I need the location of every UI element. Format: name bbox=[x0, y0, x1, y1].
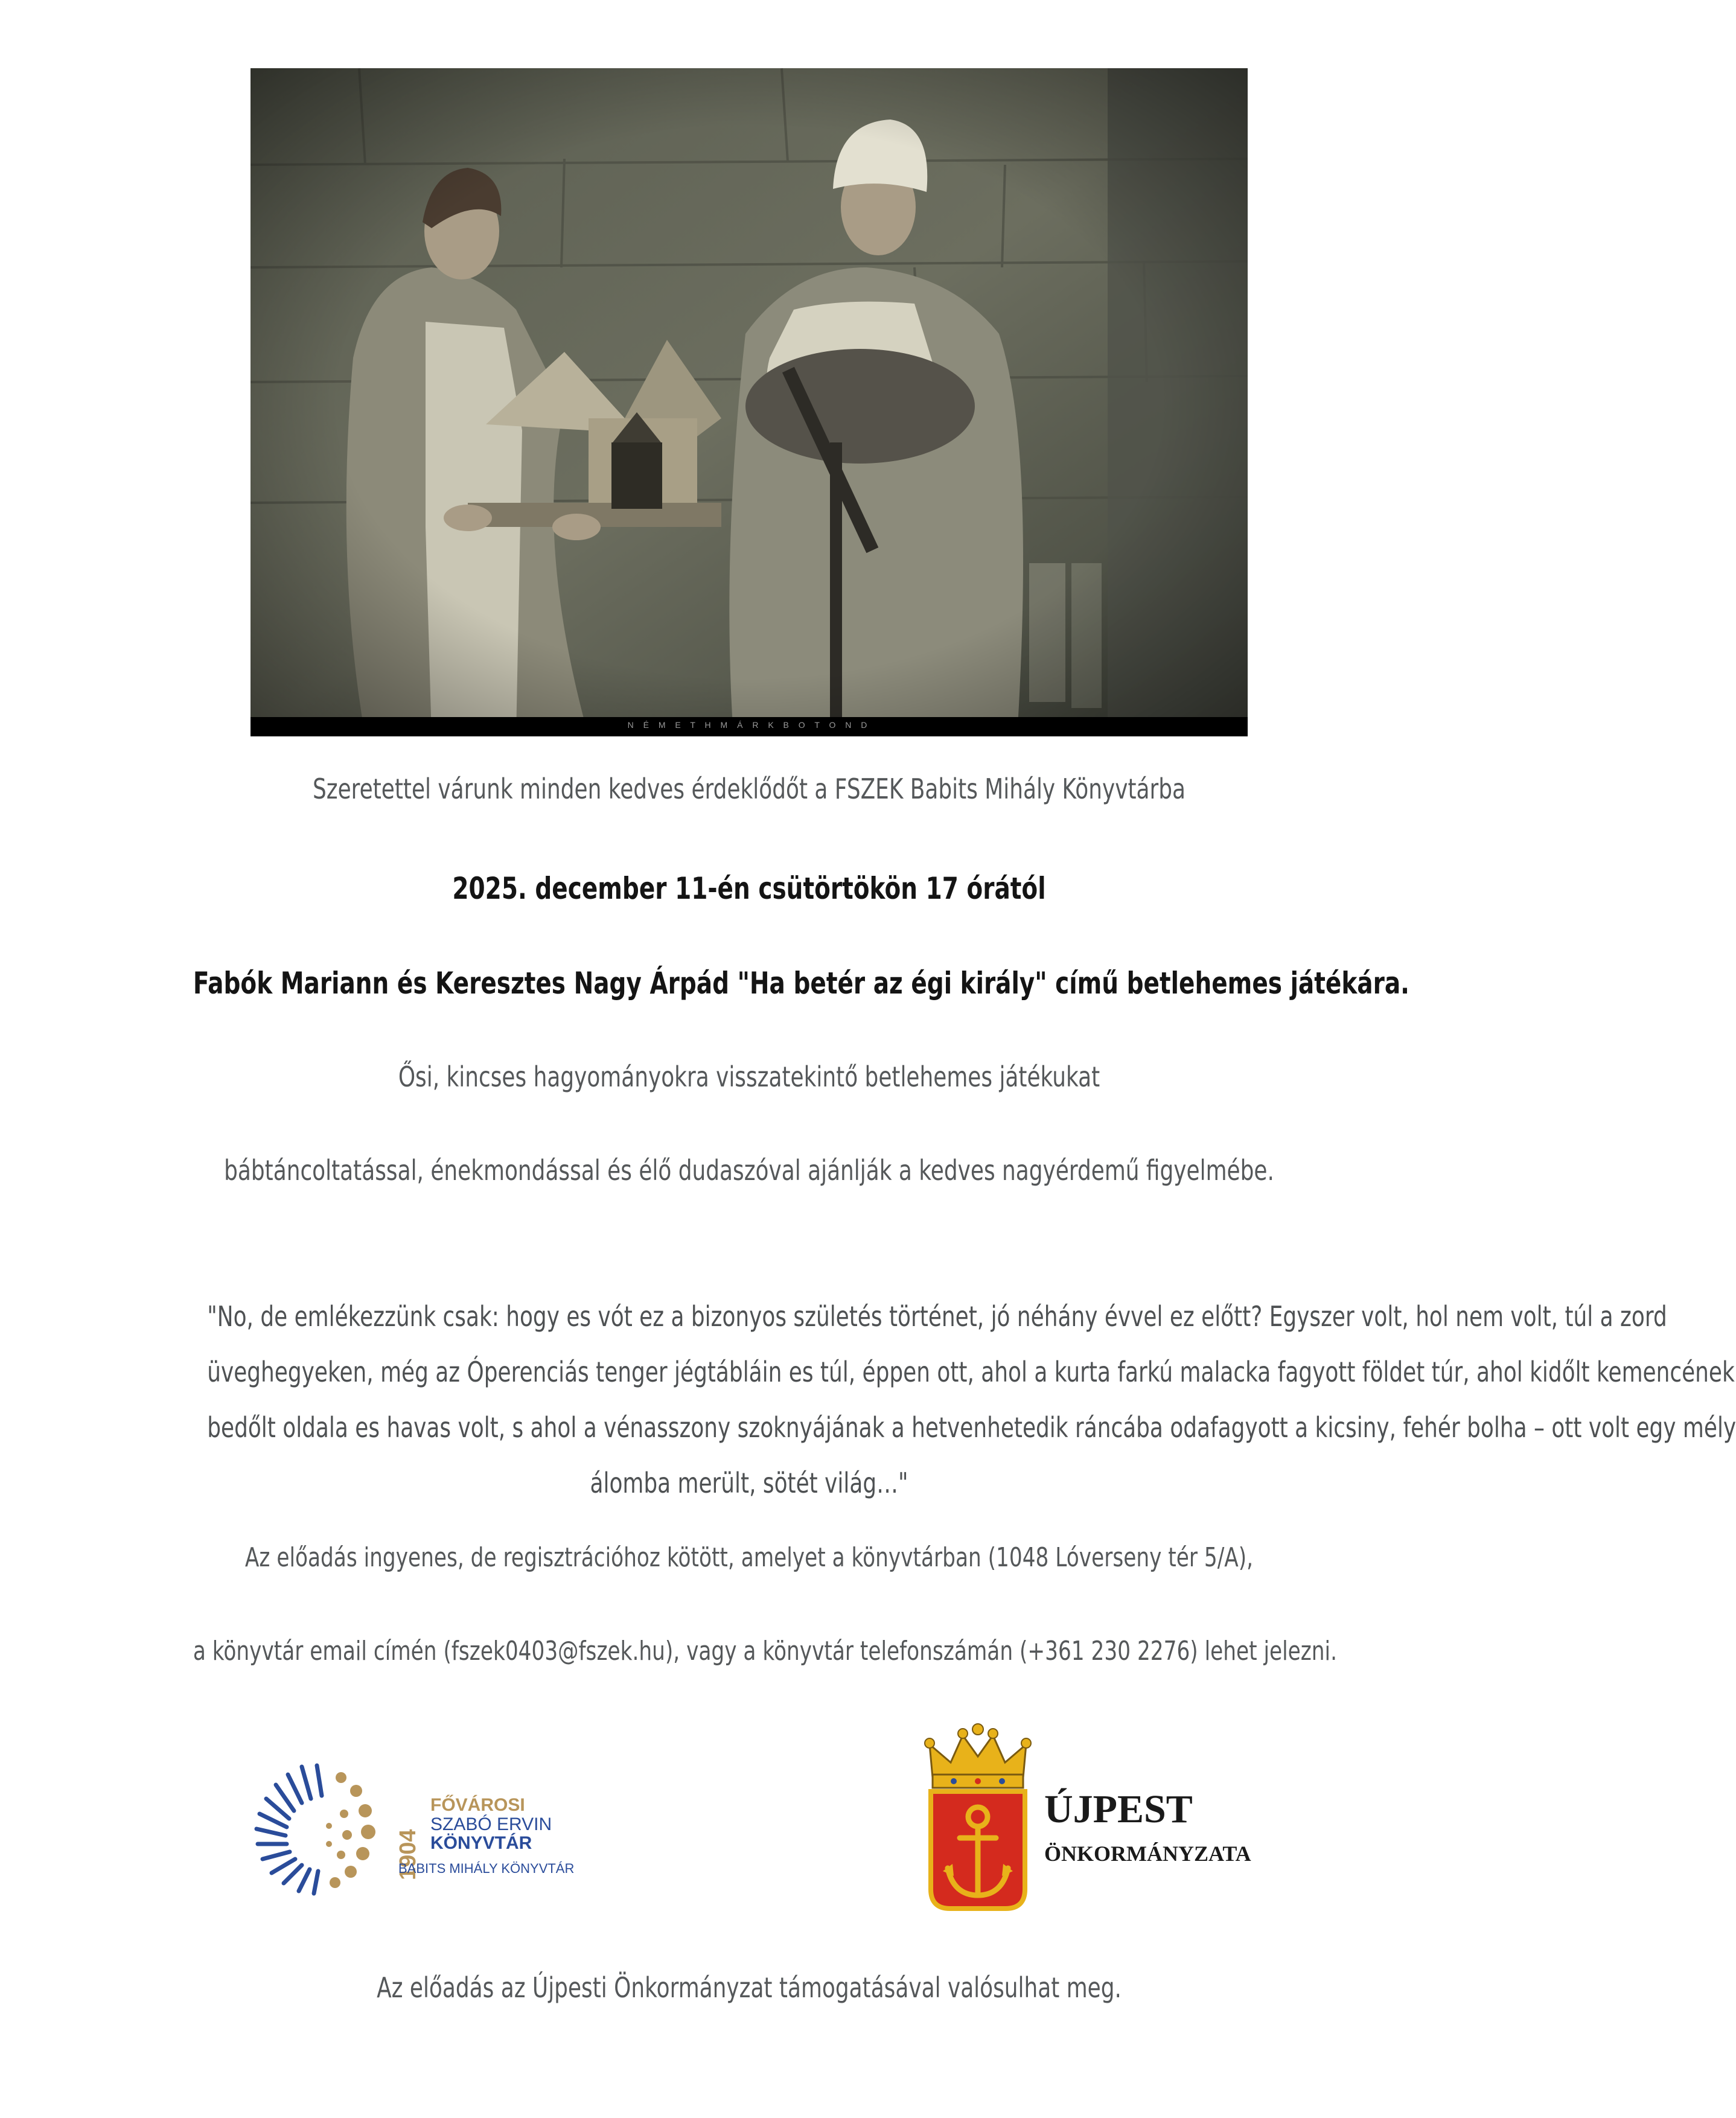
fszek-year: 1904 bbox=[395, 1829, 421, 1880]
event-date: 2025. december 11-én csütörtökön 17 órától bbox=[452, 871, 1046, 906]
registration-info: Az előadás ingyenes, de regisztrációhoz kötött, amelyet a könyvtárban (1048 Lóverseny tér 5/A), bbox=[244, 1542, 1254, 1573]
quote-line-3: bedőlt oldala es havas volt, s ahol a vénasszony szoknyájának a hetvenhetedik ráncába odafagyott a kicsiny, fehér bolha – ott volt egy mély bbox=[207, 1411, 1736, 1444]
photo-credit: N É M E T H M Á R K B O T O N D bbox=[627, 720, 871, 730]
fszek-line-2: SZABÓ ERVIN bbox=[430, 1814, 552, 1834]
quote-line-2: üveghegyeken, még az Óperenciás tenger jégtábláin es túl, éppen ott, ahol a kurta farkú malacka fagyott földet túr, ahol kidőlt kemencének bbox=[207, 1356, 1735, 1388]
photo-illustration bbox=[251, 68, 1248, 736]
description-line-2: bábtáncoltatással, énekmondással és élő dudaszóval ajánlják a kedves nagyérdemű figyelmébe. bbox=[224, 1154, 1274, 1187]
fszek-line-1: FŐVÁROSI bbox=[430, 1795, 525, 1815]
fszek-logo bbox=[244, 1753, 582, 1898]
ujpest-subtitle: ÖNKORMÁNYZATA bbox=[1044, 1842, 1251, 1866]
fszek-line-3: KÖNYVTÁR bbox=[430, 1833, 532, 1853]
ujpest-coat-of-arms-icon bbox=[917, 1720, 1038, 1913]
invite-intro: Szeretettel várunk minden kedves érdeklődőt a FSZEK Babits Mihály Könyvtárba bbox=[312, 773, 1186, 805]
fszek-name bbox=[430, 1796, 552, 1853]
quote-block bbox=[54, 1289, 1736, 1511]
fszek-emblem-icon bbox=[244, 1753, 395, 1898]
description-line-1: Ősi, kincses hagyományokra visszatekintő betlehemes játékukat bbox=[398, 1061, 1100, 1093]
ujpest-title: ÚJPEST bbox=[1044, 1787, 1193, 1831]
event-photo bbox=[251, 68, 1248, 736]
fszek-branch: BABITS MIHÁLY KÖNYVTÁR bbox=[398, 1861, 575, 1876]
footer-support-note: Az előadás az Újpesti Önkormányzat támogatásával valósulhat meg. bbox=[377, 1971, 1122, 2004]
quote-line-4: álomba merült, sötét világ…" bbox=[590, 1467, 908, 1499]
ujpest-logo bbox=[917, 1720, 1292, 1913]
play-title: Fabók Mariann és Keresztes Nagy Árpád "Ha betér az égi király" című betlehemes játékára. bbox=[193, 966, 1409, 1001]
quote-line-1: "No, de emlékezzünk csak: hogy es vót ez a bizonyos születés történet, jó néhány évvel ez előtt? Egyszer volt, hol nem volt, túl a zord bbox=[207, 1300, 1667, 1333]
contact-info: a könyvtár email címén (fszek0403@fszek.hu), vagy a könyvtár telefonszámán (+361 230 2276) lehet jelezni. bbox=[193, 1636, 1338, 1667]
